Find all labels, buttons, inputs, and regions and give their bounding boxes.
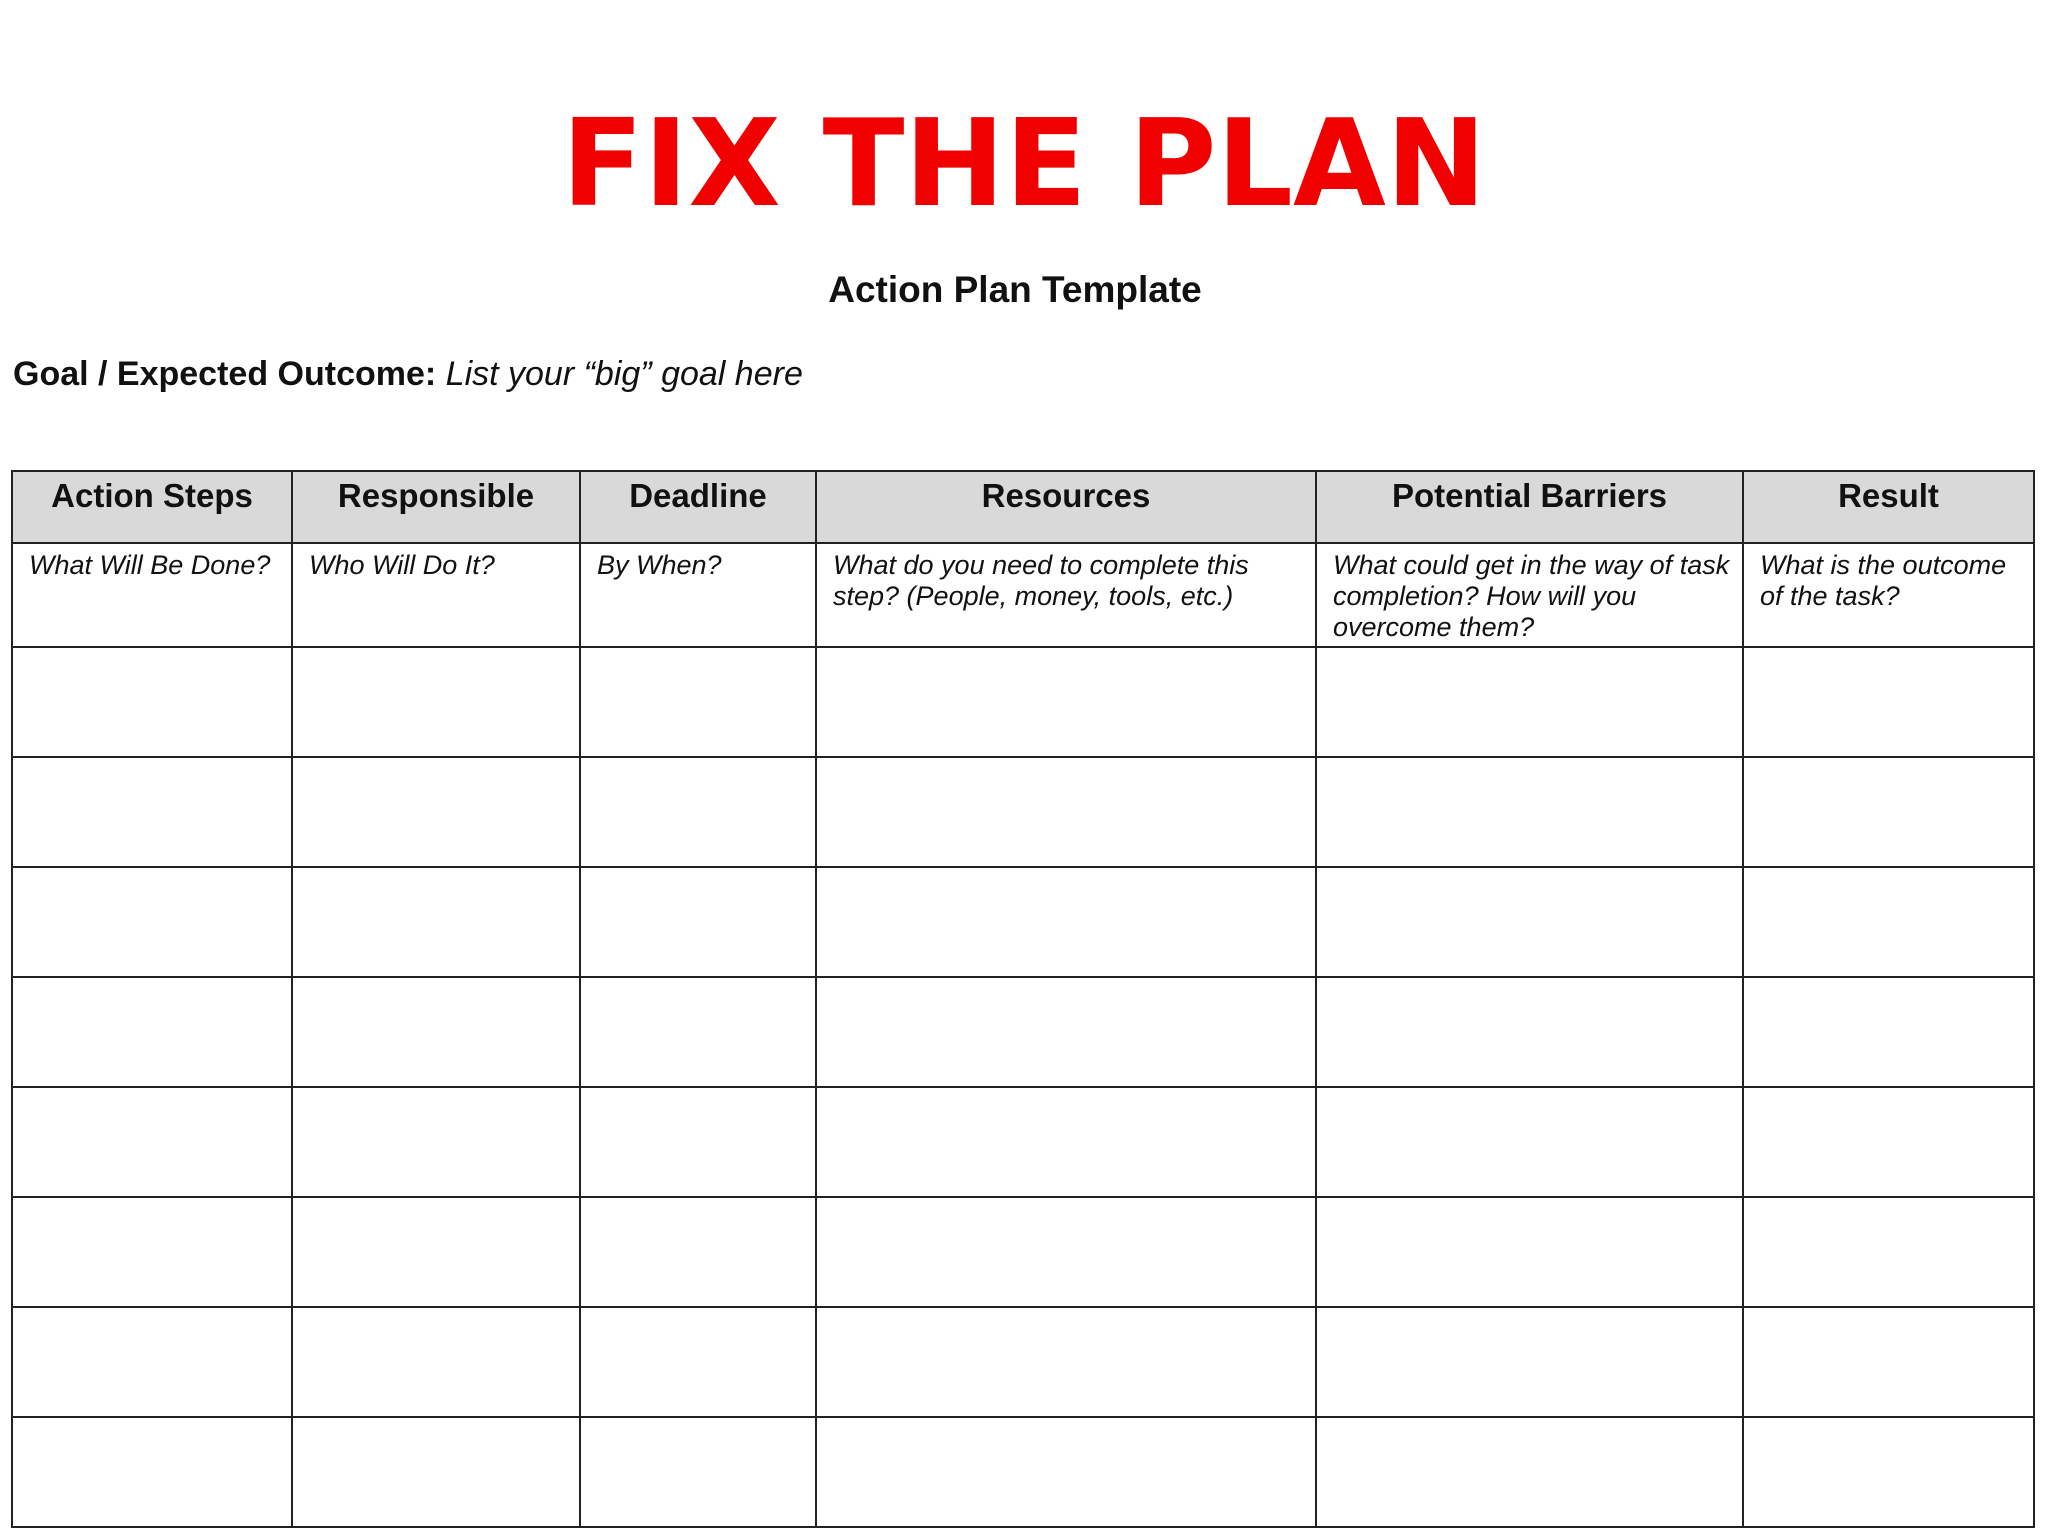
cell-resources[interactable] [816,1087,1316,1197]
cell-deadline[interactable] [580,867,816,977]
column-header-potential-barriers: Potential Barriers [1316,471,1743,543]
cell-potential-barriers[interactable] [1316,977,1743,1087]
column-header-action-steps: Action Steps [12,471,292,543]
table-row [12,1307,2034,1417]
column-header-resources: Resources [816,471,1316,543]
prompt-potential-barriers: What could get in the way of task completion? How will you overcome them? [1316,543,1743,647]
column-header-result: Result [1743,471,2034,543]
cell-deadline[interactable] [580,647,816,757]
cell-potential-barriers[interactable] [1316,757,1743,867]
cell-result[interactable] [1743,647,2034,757]
cell-resources[interactable] [816,1307,1316,1417]
prompt-action-steps: What Will Be Done? [12,543,292,647]
goal-label: Goal / Expected Outcome: [13,355,437,393]
cell-potential-barriers[interactable] [1316,647,1743,757]
cell-action-steps[interactable] [12,977,292,1087]
cell-resources[interactable] [816,977,1316,1087]
table-row [12,867,2034,977]
cell-resources[interactable] [816,1417,1316,1527]
table-row [12,647,2034,757]
page-title: FIX THE PLAN [561,95,1487,234]
cell-deadline[interactable] [580,1307,816,1417]
cell-resources[interactable] [816,867,1316,977]
cell-result[interactable] [1743,1197,2034,1307]
column-header-deadline: Deadline [580,471,816,543]
cell-action-steps[interactable] [12,647,292,757]
cell-potential-barriers[interactable] [1316,1087,1743,1197]
table-row [12,1197,2034,1307]
cell-deadline[interactable] [580,1087,816,1197]
cell-result[interactable] [1743,1307,2034,1417]
cell-responsible[interactable] [292,757,580,867]
cell-responsible[interactable] [292,1307,580,1417]
goal-line [13,352,803,396]
table-header-row [12,471,2034,543]
cell-result[interactable] [1743,1417,2034,1527]
prompt-result: What is the outcome of the task? [1743,543,2034,647]
template-subtitle: Action Plan Template [828,269,1202,310]
goal-value[interactable]: List your “big” goal here [445,355,803,393]
cell-responsible[interactable] [292,1417,580,1527]
cell-action-steps[interactable] [12,867,292,977]
cell-result[interactable] [1743,1087,2034,1197]
cell-action-steps[interactable] [12,1197,292,1307]
table-row [12,1087,2034,1197]
cell-potential-barriers[interactable] [1316,1197,1743,1307]
prompt-resources: What do you need to complete this step? (People, money, tools, etc.) [816,543,1316,647]
action-plan-table [11,470,2035,1528]
cell-deadline[interactable] [580,977,816,1087]
cell-action-steps[interactable] [12,1087,292,1197]
cell-responsible[interactable] [292,1087,580,1197]
column-header-responsible: Responsible [292,471,580,543]
cell-potential-barriers[interactable] [1316,1307,1743,1417]
prompt-responsible: Who Will Do It? [292,543,580,647]
cell-result[interactable] [1743,867,2034,977]
table-row [12,757,2034,867]
cell-action-steps[interactable] [12,1307,292,1417]
cell-responsible[interactable] [292,867,580,977]
cell-potential-barriers[interactable] [1316,1417,1743,1527]
cell-responsible[interactable] [292,1197,580,1307]
cell-deadline[interactable] [580,757,816,867]
table-row [12,977,2034,1087]
cell-result[interactable] [1743,977,2034,1087]
table-row [12,1417,2034,1527]
cell-resources[interactable] [816,1197,1316,1307]
prompt-deadline: By When? [580,543,816,647]
cell-action-steps[interactable] [12,757,292,867]
cell-responsible[interactable] [292,647,580,757]
cell-resources[interactable] [816,757,1316,867]
cell-deadline[interactable] [580,1197,816,1307]
cell-potential-barriers[interactable] [1316,867,1743,977]
cell-responsible[interactable] [292,977,580,1087]
cell-resources[interactable] [816,647,1316,757]
cell-deadline[interactable] [580,1417,816,1527]
table-prompt-row [12,543,2034,647]
cell-action-steps[interactable] [12,1417,292,1527]
cell-result[interactable] [1743,757,2034,867]
